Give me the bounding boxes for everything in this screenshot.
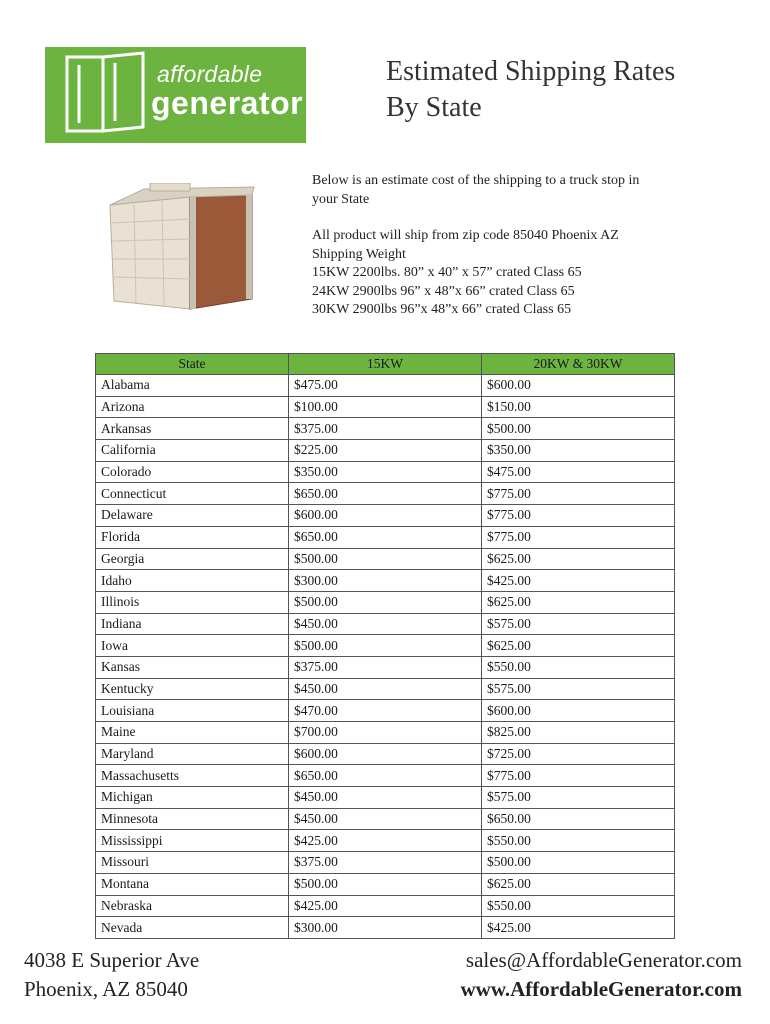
table-row	[96, 765, 675, 787]
cell-state: Alabama	[96, 375, 289, 397]
table-row	[96, 743, 675, 765]
table-row	[96, 396, 675, 418]
cell-state: Missouri	[96, 852, 289, 874]
cell-20kw-30kw: $600.00	[482, 375, 675, 397]
cell-15kw: $450.00	[289, 787, 482, 809]
cell-state: Kansas	[96, 656, 289, 678]
cell-15kw: $500.00	[289, 591, 482, 613]
cell-15kw: $350.00	[289, 461, 482, 483]
cell-20kw-30kw: $350.00	[482, 440, 675, 462]
cell-state: Louisiana	[96, 700, 289, 722]
table-row	[96, 548, 675, 570]
cell-15kw: $470.00	[289, 700, 482, 722]
cell-15kw: $600.00	[289, 505, 482, 527]
cell-20kw-30kw: $600.00	[482, 700, 675, 722]
table-header-row	[96, 354, 675, 375]
cell-15kw: $500.00	[289, 873, 482, 895]
table-row	[96, 722, 675, 744]
cell-state: Illinois	[96, 591, 289, 613]
table-row	[96, 700, 675, 722]
cell-15kw: $450.00	[289, 808, 482, 830]
title-line-1: Estimated Shipping Rates	[386, 56, 676, 87]
cell-state: Kentucky	[96, 678, 289, 700]
cell-15kw: $375.00	[289, 656, 482, 678]
table-row	[96, 526, 675, 548]
cell-20kw-30kw: $550.00	[482, 895, 675, 917]
cell-15kw: $425.00	[289, 830, 482, 852]
cell-state: Connecticut	[96, 483, 289, 505]
cell-20kw-30kw: $825.00	[482, 722, 675, 744]
cell-state: Nebraska	[96, 895, 289, 917]
table-row	[96, 461, 675, 483]
cell-20kw-30kw: $625.00	[482, 548, 675, 570]
table-row	[96, 375, 675, 397]
intro-line-1: Below is an estimate cost of the shipping to a truck stop in	[312, 173, 640, 188]
cell-15kw: $650.00	[289, 765, 482, 787]
table-row	[96, 483, 675, 505]
header-20kw-30kw: 20KW & 30KW	[482, 354, 675, 375]
cell-state: California	[96, 440, 289, 462]
cell-20kw-30kw: $775.00	[482, 505, 675, 527]
table-row	[96, 635, 675, 657]
cell-15kw: $450.00	[289, 613, 482, 635]
cell-20kw-30kw: $625.00	[482, 635, 675, 657]
cell-state: Idaho	[96, 570, 289, 592]
table-row	[96, 830, 675, 852]
cell-15kw: $650.00	[289, 483, 482, 505]
cell-20kw-30kw: $650.00	[482, 808, 675, 830]
cell-state: Nevada	[96, 917, 289, 939]
cell-15kw: $300.00	[289, 570, 482, 592]
cell-state: Maryland	[96, 743, 289, 765]
cell-15kw: $650.00	[289, 526, 482, 548]
intro-line-2: your State	[312, 191, 370, 207]
cell-20kw-30kw: $575.00	[482, 678, 675, 700]
cell-state: Iowa	[96, 635, 289, 657]
email-link[interactable]: sales@AffordableGenerator.com	[465, 948, 742, 972]
table-row	[96, 505, 675, 527]
cell-20kw-30kw: $425.00	[482, 917, 675, 939]
table-row	[96, 873, 675, 895]
table-row	[96, 852, 675, 874]
cell-20kw-30kw: $550.00	[482, 656, 675, 678]
cell-20kw-30kw: $550.00	[482, 830, 675, 852]
address-line-1: 4038 E Superior Ave	[24, 948, 200, 972]
shipping-rates-table	[95, 353, 675, 939]
cell-20kw-30kw: $775.00	[482, 483, 675, 505]
table-row	[96, 678, 675, 700]
intro-line-5: 15KW 2200lbs. 80” x 40” x 57” crated Class 65	[312, 265, 582, 280]
header-15kw: 15KW	[289, 354, 482, 375]
cell-20kw-30kw: $625.00	[482, 591, 675, 613]
cell-15kw: $375.00	[289, 852, 482, 874]
table-row	[96, 440, 675, 462]
cell-20kw-30kw: $150.00	[482, 396, 675, 418]
page-title	[386, 54, 675, 126]
intro-line-3: All product will ship from zip code 85040 Phoenix AZ	[312, 228, 619, 243]
table-row	[96, 808, 675, 830]
intro-line-7: 30KW 2900lbs 96”x 48”x 66” crated Class 65	[312, 302, 572, 317]
cell-15kw: $700.00	[289, 722, 482, 744]
cell-state: Maine	[96, 722, 289, 744]
cell-state: Georgia	[96, 548, 289, 570]
cell-state: Massachusetts	[96, 765, 289, 787]
cell-20kw-30kw: $500.00	[482, 852, 675, 874]
cell-20kw-30kw: $425.00	[482, 570, 675, 592]
cell-20kw-30kw: $775.00	[482, 765, 675, 787]
shipping-intro	[312, 172, 712, 320]
table-row	[96, 613, 675, 635]
cell-20kw-30kw: $575.00	[482, 787, 675, 809]
intro-line-4: Shipping Weight	[312, 246, 406, 262]
cell-15kw: $425.00	[289, 895, 482, 917]
intro-line-6: 24KW 2900lbs 96” x 48”x 66” crated Class 65	[312, 283, 575, 299]
cell-20kw-30kw: $725.00	[482, 743, 675, 765]
logo-text-affordable: affordable	[157, 61, 263, 87]
table-row	[96, 787, 675, 809]
logo-text-generator: generator	[151, 85, 304, 121]
cell-15kw: $375.00	[289, 418, 482, 440]
table-row	[96, 917, 675, 939]
cell-state: Colorado	[96, 461, 289, 483]
cell-20kw-30kw: $500.00	[482, 418, 675, 440]
cell-state: Florida	[96, 526, 289, 548]
cell-15kw: $600.00	[289, 743, 482, 765]
cell-15kw: $450.00	[289, 678, 482, 700]
cell-15kw: $100.00	[289, 396, 482, 418]
header-state: State	[96, 354, 289, 375]
cell-15kw: $500.00	[289, 548, 482, 570]
address-line-2: Phoenix, AZ 85040	[24, 977, 188, 1001]
footer-contact	[460, 946, 742, 1004]
cell-state: Arizona	[96, 396, 289, 418]
footer-address	[24, 946, 199, 1004]
cell-state: Indiana	[96, 613, 289, 635]
cell-state: Michigan	[96, 787, 289, 809]
table-row	[96, 656, 675, 678]
cell-20kw-30kw: $775.00	[482, 526, 675, 548]
cell-20kw-30kw: $625.00	[482, 873, 675, 895]
cell-15kw: $500.00	[289, 635, 482, 657]
cell-state: Delaware	[96, 505, 289, 527]
title-line-2: By State	[386, 92, 482, 123]
cell-15kw: $475.00	[289, 375, 482, 397]
cell-15kw: $300.00	[289, 917, 482, 939]
cell-15kw: $225.00	[289, 440, 482, 462]
table-row	[96, 418, 675, 440]
website-link[interactable]: www.AffordableGenerator.com	[460, 977, 742, 1001]
cell-state: Montana	[96, 873, 289, 895]
table-row	[96, 895, 675, 917]
cell-20kw-30kw: $575.00	[482, 613, 675, 635]
generator-crate-image	[104, 183, 264, 313]
table-row	[96, 591, 675, 613]
table-row	[96, 570, 675, 592]
cell-20kw-30kw: $475.00	[482, 461, 675, 483]
cell-state: Arkansas	[96, 418, 289, 440]
cell-state: Minnesota	[96, 808, 289, 830]
company-logo	[45, 47, 306, 143]
cell-state: Mississippi	[96, 830, 289, 852]
